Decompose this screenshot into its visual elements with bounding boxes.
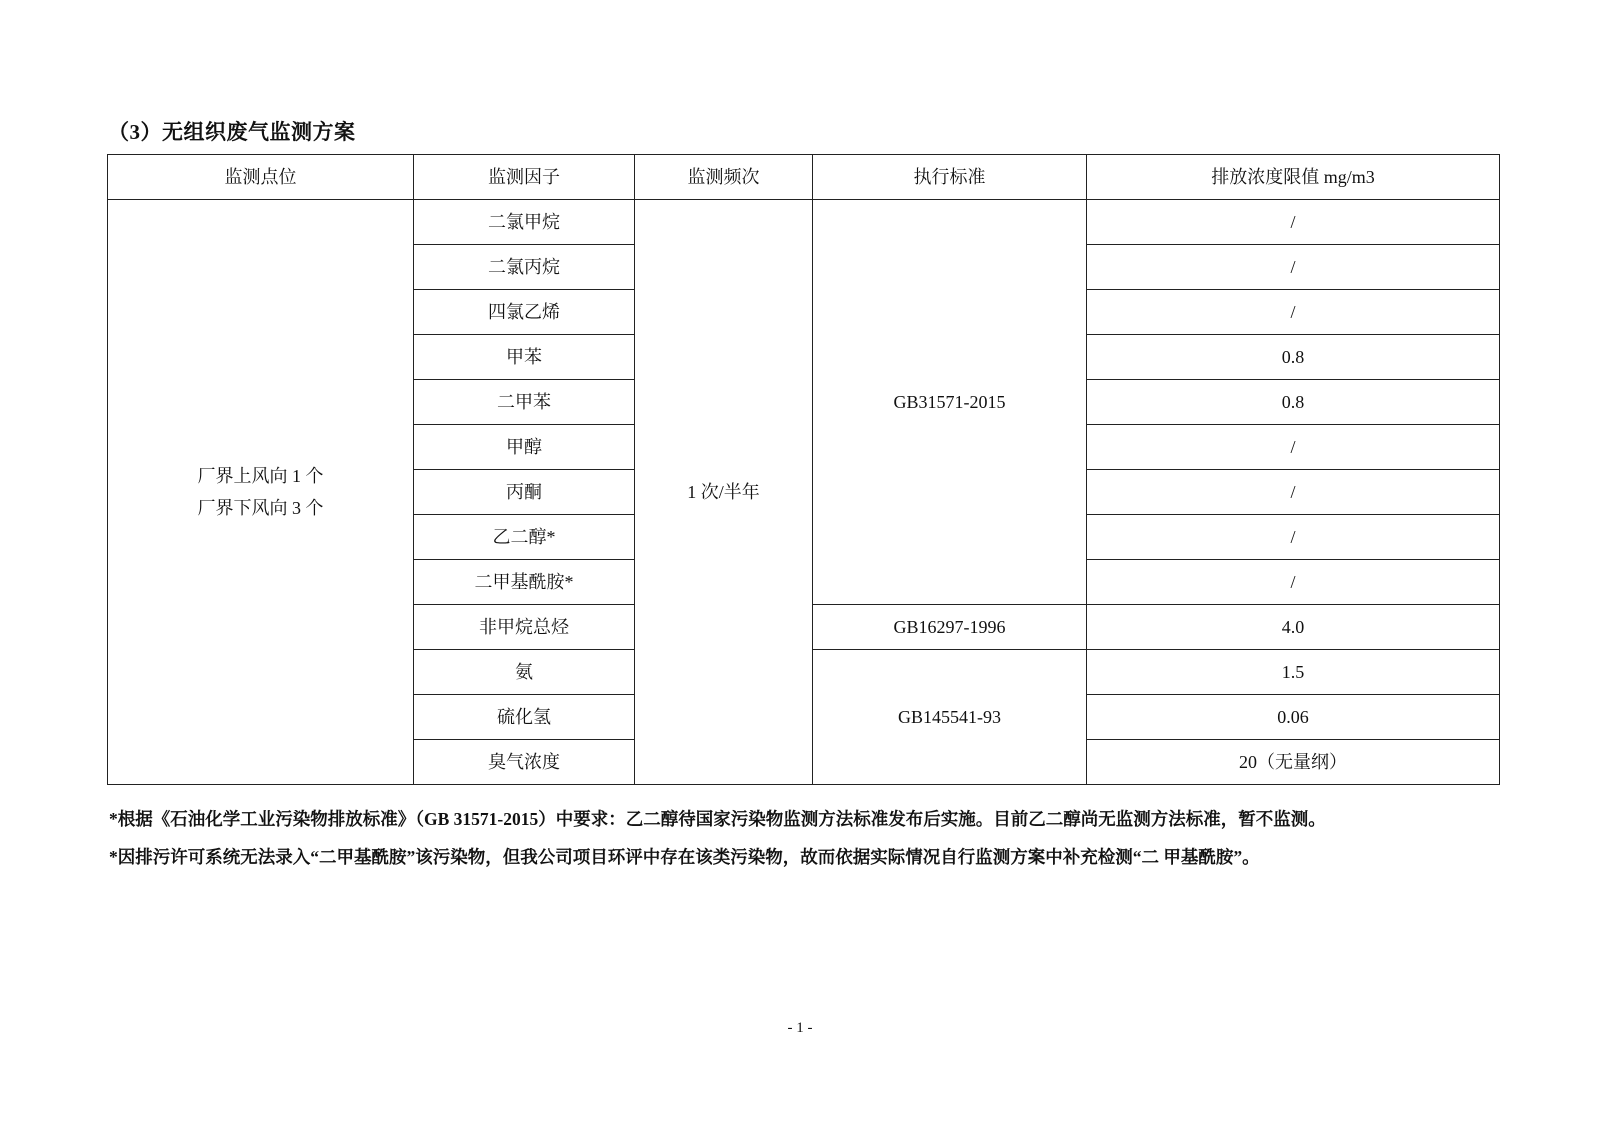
monitoring-table xyxy=(107,154,1500,785)
limit-cell: / xyxy=(1087,515,1500,560)
section-title: （3）无组织废气监测方案 xyxy=(108,120,356,144)
frequency-cell: 1 次/半年 xyxy=(635,200,813,785)
factor-cell: 氨 xyxy=(414,650,635,695)
factor-cell: 丙酮 xyxy=(414,470,635,515)
limit-cell: 0.8 xyxy=(1087,335,1500,380)
factor-cell: 四氯乙烯 xyxy=(414,290,635,335)
factor-cell: 甲醇 xyxy=(414,425,635,470)
factor-cell: 乙二醇* xyxy=(414,515,635,560)
limit-cell: / xyxy=(1087,560,1500,605)
factor-cell: 硫化氢 xyxy=(414,695,635,740)
factor-cell: 二氯丙烷 xyxy=(414,245,635,290)
factor-cell: 二氯甲烷 xyxy=(414,200,635,245)
location-cell xyxy=(108,200,414,785)
header-frequency: 监测频次 xyxy=(635,155,813,200)
limit-cell: / xyxy=(1087,470,1500,515)
factor-cell: 甲苯 xyxy=(414,335,635,380)
limit-cell: / xyxy=(1087,200,1500,245)
limit-cell: 0.06 xyxy=(1087,695,1500,740)
notes xyxy=(109,808,1326,884)
limit-cell: 4.0 xyxy=(1087,605,1500,650)
header-location: 监测点位 xyxy=(108,155,414,200)
table-header-row xyxy=(108,155,1500,200)
factor-cell: 非甲烷总烃 xyxy=(414,605,635,650)
footnote: *根据《石油化学工业污染物排放标准》（GB 31571-2015）中要求：乙二醇待国家污染物监测方法标准发布后实施。目前乙二醇尚无监测方法标准，暂不监测。 xyxy=(109,809,1326,829)
factor-cell: 二甲基酰胺* xyxy=(414,560,635,605)
standard-cell: GB31571-2015 xyxy=(813,200,1087,605)
standard-cell: GB145541-93 xyxy=(813,650,1087,785)
limit-cell: / xyxy=(1087,425,1500,470)
header-factor: 监测因子 xyxy=(414,155,635,200)
footnote: *因排污许可系统无法录入“二甲基酰胺”该污染物，但我公司项目环评中存在该类污染物，故而依据实际情况自行监测方案中补充检测“二 甲基酰胺”。 xyxy=(109,847,1260,867)
table-row xyxy=(108,200,1500,245)
page-number: - 1 - xyxy=(787,1020,813,1036)
location-line: 厂界下风向 3 个 xyxy=(197,498,324,518)
location-line: 厂界上风向 1 个 xyxy=(197,466,324,486)
limit-cell: 0.8 xyxy=(1087,380,1500,425)
factor-cell: 二甲苯 xyxy=(414,380,635,425)
limit-cell: / xyxy=(1087,245,1500,290)
limit-cell: 1.5 xyxy=(1087,650,1500,695)
limit-cell: / xyxy=(1087,290,1500,335)
header-limit: 排放浓度限值 mg/m3 xyxy=(1087,155,1500,200)
factor-cell: 臭气浓度 xyxy=(414,740,635,785)
limit-cell: 20（无量纲） xyxy=(1087,740,1500,785)
standard-cell: GB16297-1996 xyxy=(813,605,1087,650)
header-standard: 执行标准 xyxy=(813,155,1087,200)
